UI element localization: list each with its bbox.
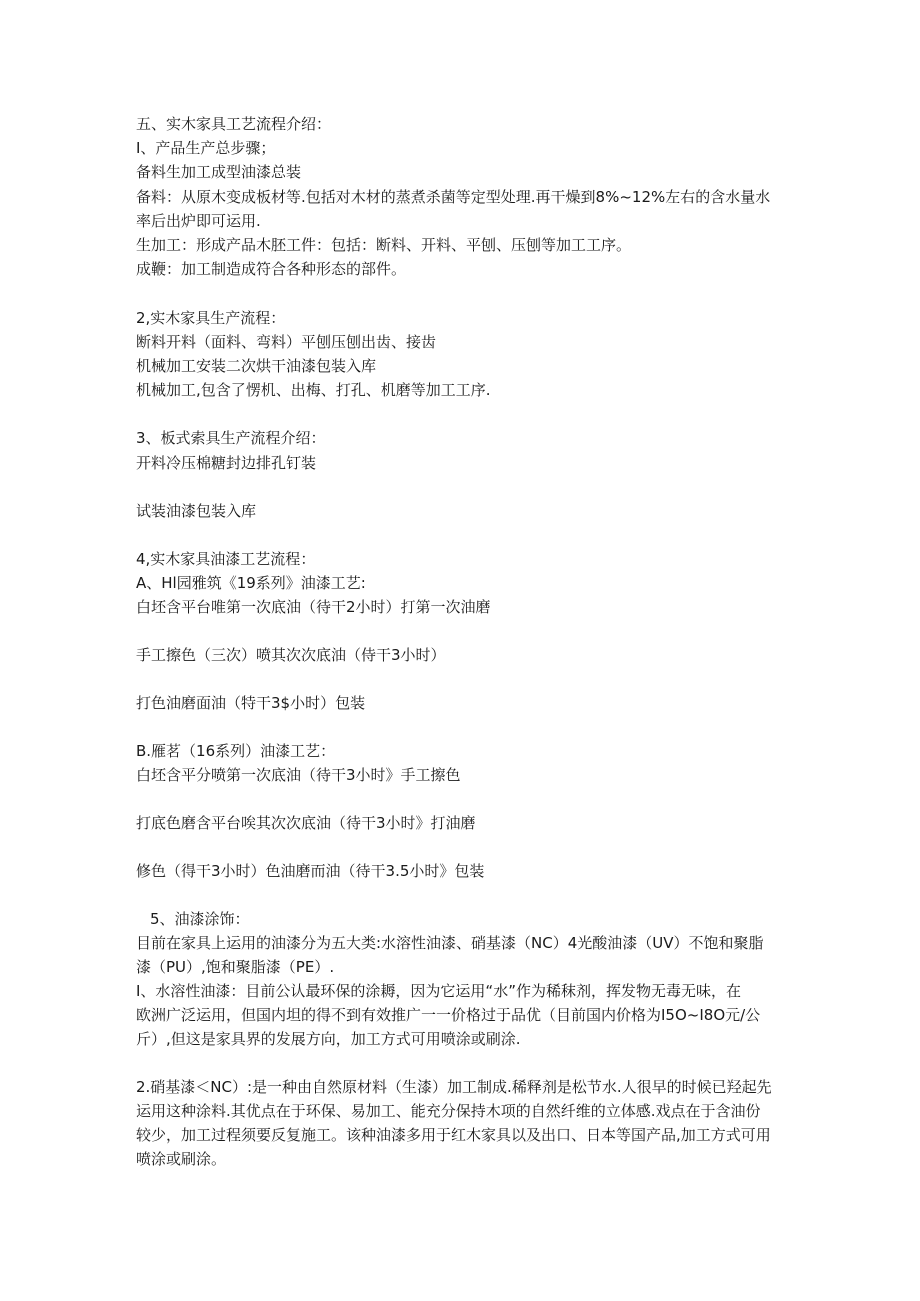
text-line: 率后出炉即可运用. [136, 212, 261, 230]
subheading-paint-process: 4,实木家具油漆工艺流程： [136, 550, 316, 568]
text-line: 手工擦色（三次）喷其次次底油（侍干3小时） [136, 646, 446, 664]
text-line: 斤）,但这是家具界的发展方向，加工方式可用喷涂或刷涂. [136, 1030, 521, 1048]
text-line: 较少，加工过程须要反复施工。该种油漆多用于红木家具以及出口、日本等国产品,加工方式可用 [136, 1126, 771, 1144]
subheading-series-b: B.雁茗（16系列）油漆工艺： [136, 742, 336, 760]
text-line: 白坯含平台唯第一次底油（待干2小时）打第一次油磨 [136, 598, 491, 616]
subheading-series-a: A、Hl园雅筑《19系列》油漆工艺: [136, 574, 366, 592]
text-line: 白坯含平分喷第一次底油（待干3小时》手工擦色 [136, 766, 461, 784]
text-line: 打底色磨含平台唉其次次底油（待干3小时》打油磨 [136, 814, 476, 832]
subheading-panel-furniture: 3、板式索具生产流程介绍： [136, 429, 326, 447]
text-line: 运用这种涂料.其优点在于环保、易加工、能充分保持木项的自然纤维的立体感.戏点在于含油份 [136, 1102, 761, 1120]
text-line: 机械加工,包含了愣机、出梅、打孔、机磨等加工工序. [136, 381, 491, 399]
text-line: 备料：从原木变成板材等.包括对木材的蒸煮杀菌等定型处理.再干燥到8%~12%左右的含水量水 [136, 188, 771, 206]
text-line: 断料开料（面料、弯料）平刨压刨出齿、接齿 [136, 333, 437, 351]
text-line: 机械加工安装二次烘干油漆包装入库 [136, 357, 377, 375]
text-line: 喷涂或刷涂。 [136, 1150, 227, 1168]
subheading-production-steps: I、产品生产总步骤； [136, 139, 276, 157]
subheading-paint-finishing: 5、油漆涂饰： [150, 910, 250, 928]
text-line: 试装油漆包装入库 [136, 502, 257, 520]
text-line: 打色油磨面油（特干3$小时）包装 [136, 694, 366, 712]
text-line: 开料冷压棉糖封边排孔钉装 [136, 454, 317, 472]
subheading-solid-wood-process: 2,实木家具生产流程： [136, 309, 286, 327]
text-line: 目前在家具上运用的油漆分为五大类:水溶性油漆、硝基漆（NC）4光酸油漆（UV）不饱和聚脂 [136, 934, 764, 952]
section-heading-5: 五、实木家具工艺流程介绍： [136, 115, 332, 133]
text-line: I、水溶性油漆：目前公认最环保的涂耨，因为它运用“水”作为稀秣剂，挥发物无毒无味，在 [136, 982, 741, 1000]
text-line: 成鞭：加工制造成符合各种形态的部件。 [136, 260, 407, 278]
text-line: 备料生加工成型油漆总装 [136, 163, 302, 181]
paragraph-nc-lacquer: 2.硝基漆＜NC）:是一种由自然原材料（生漆）加工制成.稀释剂是松节水.人很早的时候已羟起先 [136, 1078, 772, 1096]
text-line: 修色（得干3小时）色油磨而油（待干3.5小时》包装 [136, 862, 485, 880]
text-line: 生加工：形成产品木胚工件：包括：断料、开料、平刨、压刨等加工工序。 [136, 236, 632, 254]
text-line: 欧洲广泛运用，但国内坦的得不到有效推广一一价格过于品优（目前国内价格为I5O~I8O元/公 [136, 1006, 761, 1024]
text-line: 漆（PU）,饱和聚脂漆（PE）. [136, 958, 335, 976]
